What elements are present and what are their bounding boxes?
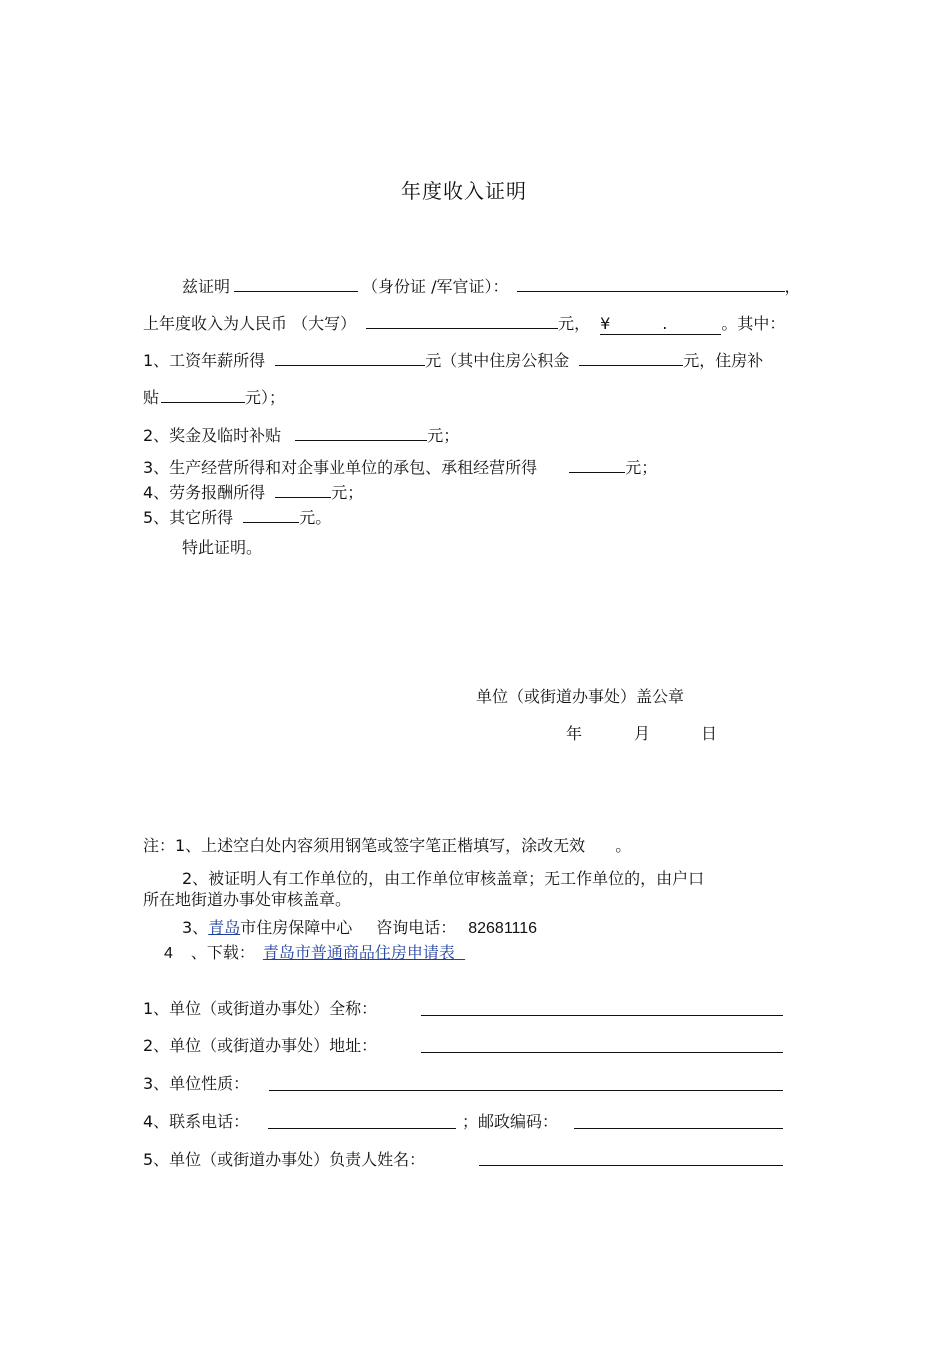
item-1-label: 1、工资年薪所得 [143,351,266,370]
note-3-center: 市住房保障中心 [240,918,353,937]
postal-code-label: ；邮政编码： [462,1112,559,1131]
download-form-link[interactable]: 青岛市普通商品住房申请表 [262,943,455,962]
note-4-label: 、下载： [190,943,255,962]
unit-address-label: 2、单位（或街道办事处）地址： [143,1036,378,1055]
business-income-field[interactable] [569,457,625,473]
note-3-phone-label: 咨询电话： [376,918,457,937]
note-2-line-2: 所在地街道办事处审核盖章。 [143,890,352,909]
note-4 [164,943,465,964]
id-number-field[interactable] [517,276,785,292]
qingdao-link[interactable]: 青岛 [208,918,241,937]
text-income-uppercase: 上年度收入为人民币 （大写） [143,314,357,333]
text-certify: 兹证明 [182,277,231,296]
income-uppercase-field[interactable] [366,313,558,329]
seal-label: 单位（或街道办事处）盖公章 [476,687,685,706]
page-title: 年度收入证明 [401,179,527,203]
date-day-label: 日 [701,724,718,743]
phone-number: 82681116 [468,920,538,937]
unit-head-name-field[interactable] [479,1165,783,1166]
labor-income-field[interactable] [275,482,331,498]
decimal-point: . [662,314,668,333]
item-4-label: 4、劳务报酬所得 [143,483,266,502]
item-5-other [143,507,331,528]
item-5-label: 5、其它所得 [143,508,234,527]
unit-nature-label: 3、单位性质： [143,1074,250,1093]
date-year-label: 年 [566,724,583,743]
closing-text: 特此证明。 [182,538,263,557]
date-month-label: 月 [634,724,651,743]
text-among: 。其中： [721,314,786,333]
unit-address-field[interactable] [421,1052,783,1053]
note-1-end: 。 [615,836,632,855]
unit-head-name-label: 5、单位（或街道办事处）负责人姓名： [143,1150,426,1169]
item-4-labor [143,482,363,503]
item-1-end-text: 元）； [245,388,286,407]
item-1-tie-text: 贴 [143,388,160,407]
item-2-bonus [143,425,459,446]
item-1-fund-text: 元（其中住房公积金 [425,351,570,370]
housing-fund-field[interactable] [579,350,683,366]
item-1-continued [143,387,285,408]
bonus-field[interactable] [295,425,427,441]
text-id-type: （身份证 /军官证）： [362,277,509,296]
item-2-unit: 元； [427,426,460,445]
item-3-unit: 元； [625,458,658,477]
income-number-field[interactable] [600,314,721,335]
note-3-num: 3、 [182,918,209,937]
note-2-line-1: 2、被证明人有工作单位的，由工作单位审核盖章；无工作单位的，由户口 [182,869,705,888]
salary-field[interactable] [275,350,425,366]
note-4-num: 4 [164,945,173,962]
certificate-line-2 [143,313,785,335]
item-2-label: 2、奖金及临时补贴 [143,426,282,445]
note-1-text: 注：1、上述空白处内容须用钢笔或签字笔正楷填写，涂改无效 [143,836,586,855]
item-3-business [143,457,657,478]
unit-nature-field[interactable] [269,1090,783,1091]
name-field[interactable] [234,276,358,292]
item-1-subsidy-text: 元，住房补 [683,351,764,370]
item-4-unit: 元； [331,483,364,502]
item-5-unit: 元。 [299,508,332,527]
text-yuan: 元， [558,314,591,333]
contact-phone-field[interactable] [268,1128,456,1129]
certificate-line-1 [182,276,801,297]
yen-symbol: ¥ [600,314,611,333]
item-1-salary [143,350,763,371]
postal-code-field[interactable] [574,1128,783,1129]
unit-full-name-label: 1、单位（或街道办事处）全称： [143,999,378,1018]
link-trail [455,943,465,962]
note-1 [143,836,631,856]
contact-phone-label: 4、联系电话： [143,1112,250,1131]
other-income-field[interactable] [243,507,299,523]
text-comma: ， [784,277,801,296]
item-3-label: 3、生产经营所得和对企事业单位的承包、承租经营所得 [143,458,538,477]
housing-subsidy-field[interactable] [161,387,245,403]
note-3 [182,918,537,939]
unit-full-name-field[interactable] [421,1015,783,1016]
